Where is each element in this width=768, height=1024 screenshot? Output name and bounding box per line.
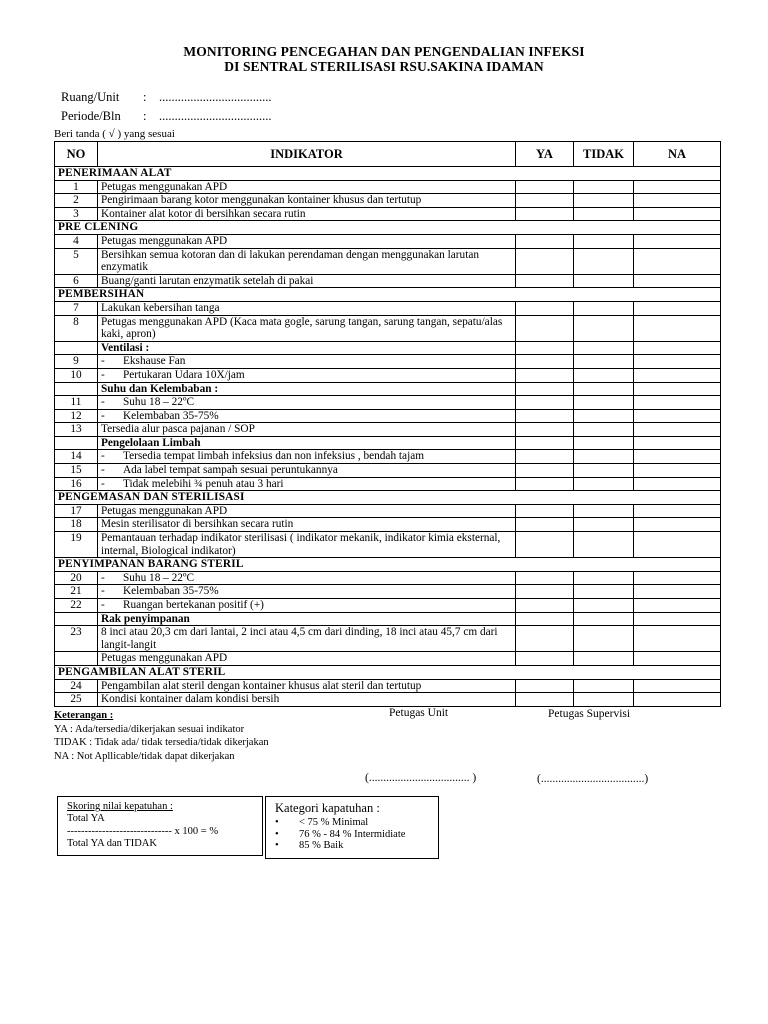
table-row [55,450,721,464]
row-number: 25 [55,693,98,707]
check-cell-na[interactable] [634,436,721,450]
check-cell-ya[interactable] [516,368,574,382]
header-indikator: INDIKATOR [98,142,516,167]
check-cell-na[interactable] [634,532,721,558]
indikator-text: Pemantauan terhadap indikator sterilisasi ( indikator mekanik, indikator kimia eksternal, internal, Biological indikator) [101,532,501,557]
table-row [55,679,721,693]
indikator-cell [98,396,516,410]
indikator-text: Kelembaban 35-75% [123,409,219,422]
kategori-title: Kategori kapatuhan : [275,801,380,815]
check-cell-tidak[interactable] [574,396,634,410]
check-cell-na[interactable] [634,679,721,693]
check-cell-ya[interactable] [516,679,574,693]
check-cell-ya[interactable] [516,477,574,491]
check-cell-ya[interactable] [516,693,574,707]
table-row [55,626,721,652]
check-cell-na[interactable] [634,450,721,464]
indikator-text: Petugas menggunakan APD (Kaca mata gogle, sarung tangan, sarung tangan, sepatu/alas kaki, apron) [101,315,503,341]
indikator-text: Petugas menggunakan APD [101,652,228,665]
check-cell-ya[interactable] [516,301,574,315]
check-cell-na[interactable] [634,652,721,666]
indikator-text: 8 inci atau 20,3 cm dari lantai, 2 inci atau 4,5 cm dari dinding, 18 inci atau 45,7 cm dari langit-langit [101,626,498,651]
section-title: PRE CLENING [55,221,721,235]
indikator-cell [98,585,516,599]
scoring-formula: ------------------------------ x 100 = % [67,825,219,837]
check-cell-tidak[interactable] [574,450,634,464]
indikator-cell [98,477,516,491]
section-row [55,288,721,302]
check-cell-na[interactable] [634,368,721,382]
periode-label: Periode/Bln [61,109,121,123]
dash-marker: - [101,599,105,611]
check-cell-na[interactable] [634,194,721,208]
indikator-cell [98,599,516,613]
indikator-cell [98,626,516,652]
row-number: 19 [55,532,98,558]
check-cell-na[interactable] [634,693,721,707]
check-cell-ya[interactable] [516,396,574,410]
row-number [55,436,98,450]
check-cell-tidak[interactable] [574,518,634,532]
section-row [55,558,721,572]
row-number: 24 [55,679,98,693]
row-number: 5 [55,248,98,274]
indikator-text: Tersedia alur pasca pajanan / SOP [101,423,255,436]
indikator-text: Petugas menggunakan APD [101,504,228,517]
kategori-intermidiate: 76 % - 84 % Intermidiate [299,828,406,840]
form-title-line2: DI SENTRAL STERILISASI RSU.SAKINA IDAMAN [224,59,544,74]
row-number: 16 [55,477,98,491]
dash-marker: - [101,409,105,422]
indikator-cell [98,450,516,464]
indikator-text: Petugas menggunakan APD [101,180,228,193]
keterangan-tidak: TIDAK : Tidak ada/ tidak tersedia/tidak dikerjakan [54,737,269,748]
row-number: 12 [55,409,98,423]
table-row [55,396,721,410]
petugas-unit-label: Petugas Unit [389,707,449,719]
check-cell-tidak[interactable] [574,248,634,274]
subheading-text: Pengelolaan Limbah [101,436,201,449]
check-cell-tidak[interactable] [574,234,634,248]
row-number [55,612,98,626]
petugas-unit-signature-line[interactable]: (................................... ) [365,772,477,784]
subheading-text: Rak penyimpanan [101,612,190,625]
keterangan-na: NA : Not Apllicable/tidak dapat dikerjakan [54,750,235,762]
check-cell-tidak[interactable] [574,532,634,558]
section-title: PEMBERSIHAN [55,288,721,302]
check-cell-na[interactable] [634,464,721,478]
check-cell-ya[interactable] [516,355,574,369]
scoring-title: Skoring nilai kepatuhan : [67,801,173,812]
indikator-cell [98,355,516,369]
check-cell-ya[interactable] [516,599,574,613]
check-cell-ya[interactable] [516,274,574,288]
check-cell-tidak[interactable] [574,612,634,626]
check-cell-ya[interactable] [516,571,574,585]
indikator-text: Tidak melebihi ¾ penuh atau 3 hari [123,477,284,490]
ruang-unit-row [61,90,272,105]
check-cell-ya[interactable] [516,436,574,450]
dash-marker: - [101,585,105,598]
indikator-cell [98,504,516,518]
row-number: 6 [55,274,98,288]
check-cell-ya[interactable] [516,612,574,626]
kategori-box [265,796,439,859]
check-cell-ya[interactable] [516,423,574,437]
indikator-cell [98,274,516,288]
indikator-cell [98,409,516,423]
check-cell-tidak[interactable] [574,341,634,355]
check-cell-na[interactable] [634,301,721,315]
indikator-text: Suhu 18 – 22ºC [123,571,194,584]
indikator-text: Kelembaban 35-75% [123,585,219,598]
check-cell-tidak[interactable] [574,652,634,666]
row-number [55,382,98,396]
dash-marker: - [101,571,105,584]
table-row [55,234,721,248]
indikator-cell [98,301,516,315]
bullet-icon: • [275,817,279,828]
section-row [55,221,721,235]
check-cell-ya[interactable] [516,382,574,396]
row-number: 15 [55,464,98,478]
table-row [55,585,721,599]
check-cell-tidak[interactable] [574,368,634,382]
indikator-cell [98,436,516,450]
check-cell-tidak[interactable] [574,382,634,396]
check-cell-tidak[interactable] [574,693,634,707]
indikator-text: Tersedia tempat limbah infeksius dan non infeksius , bendah tajam [123,450,425,463]
ruang-unit-field[interactable]: .................................... [159,90,272,104]
table-row [55,477,721,491]
indikator-cell [98,693,516,707]
indikator-text: Suhu 18 – 22ºC [123,396,194,409]
table-row [55,194,721,208]
kategori-minimal: < 75 % Minimal [299,817,369,828]
table-row [55,504,721,518]
check-cell-na[interactable] [634,207,721,221]
indikator-cell [98,180,516,194]
check-cell-tidak[interactable] [574,571,634,585]
indikator-text: Ada label tempat sampah sesuai peruntukannya [123,464,338,477]
check-cell-tidak[interactable] [574,679,634,693]
subheading-row [55,382,721,396]
indikator-text: Pengirimaan barang kotor menggunakan kontainer khusus dan tertutup [101,194,422,207]
row-number: 2 [55,194,98,208]
row-number: 17 [55,504,98,518]
dash-marker: - [101,464,105,477]
row-number: 13 [55,423,98,437]
subheading-text: Ventilasi : [101,341,150,354]
table-row [55,248,721,274]
check-cell-tidak[interactable] [574,207,634,221]
row-number: 4 [55,234,98,248]
ruang-unit-colon: : [143,90,147,104]
indikator-cell [98,652,516,666]
table-row [55,274,721,288]
table-row [55,355,721,369]
check-cell-ya[interactable] [516,207,574,221]
check-cell-na[interactable] [634,612,721,626]
table-row [55,423,721,437]
keterangan-ya: YA : Ada/tersedia/dikerjakan sesuai indikator [54,723,245,735]
check-cell-na[interactable] [634,626,721,652]
indikator-cell [98,518,516,532]
indikator-text: Ekshause Fan [123,355,186,368]
scoring-box [57,796,263,856]
section-title: PENERIMAAN ALAT [55,167,721,181]
keterangan-block [54,709,269,763]
kategori-baik: 85 % Baik [299,840,344,851]
table-row [55,532,721,558]
check-cell-na[interactable] [634,248,721,274]
periode-row [61,109,272,124]
dash-marker: - [101,450,105,463]
check-cell-tidak[interactable] [574,180,634,194]
check-cell-na[interactable] [634,355,721,369]
kategori-item [275,840,438,852]
indikator-cell [98,679,516,693]
indikator-cell [98,248,516,274]
bullet-icon: • [275,840,279,851]
check-cell-na[interactable] [634,409,721,423]
row-number [55,652,98,666]
row-number: 22 [55,599,98,613]
table-row [55,368,721,382]
table-row [55,409,721,423]
row-number: 3 [55,207,98,221]
check-cell-na[interactable] [634,234,721,248]
indikator-text: Ruangan bertekanan positif (+) [123,599,264,611]
periode-colon: : [143,109,147,123]
indikator-cell [98,532,516,558]
subheading-row [55,436,721,450]
check-cell-na[interactable] [634,571,721,585]
indikator-text: Mesin sterilisator di bersihkan secara rutin [101,518,294,531]
check-cell-ya[interactable] [516,341,574,355]
scoring-denominator: Total YA dan TIDAK [67,837,157,849]
subheading-text: Suhu dan Kelembaban : [101,382,219,395]
indicator-table [54,141,721,707]
check-cell-ya[interactable] [516,532,574,558]
check-cell-tidak[interactable] [574,274,634,288]
section-title: PENGAMBILAN ALAT STERIL [55,665,721,679]
check-cell-tidak[interactable] [574,301,634,315]
periode-field[interactable]: .................................... [159,109,272,123]
check-cell-na[interactable] [634,382,721,396]
header-tidak: TIDAK [574,142,634,167]
header-ya: YA [516,142,574,167]
dash-marker: - [101,368,105,381]
check-cell-na[interactable] [634,274,721,288]
row-number: 18 [55,518,98,532]
check-cell-na[interactable] [634,599,721,613]
check-cell-na[interactable] [634,423,721,437]
indikator-text: Lakukan kebersihan tanga [101,301,220,314]
section-row [55,167,721,181]
header-no: NO [55,142,98,167]
table-row [55,301,721,315]
indikator-cell [98,194,516,208]
check-cell-na[interactable] [634,585,721,599]
indikator-cell [98,423,516,437]
check-cell-ya[interactable] [516,194,574,208]
table-row [55,180,721,194]
dash-marker: - [101,355,105,368]
table-row [55,518,721,532]
dash-marker: - [101,396,105,409]
indikator-text: Buang/ganti larutan enzymatik setelah di pakai [101,274,314,287]
row-number: 20 [55,571,98,585]
check-cell-tidak[interactable] [574,626,634,652]
check-cell-ya[interactable] [516,234,574,248]
indikator-cell [98,341,516,355]
section-title: PENGEMASAN DAN STERILISASI [55,491,721,505]
table-row [55,464,721,478]
check-cell-tidak[interactable] [574,355,634,369]
check-cell-ya[interactable] [516,248,574,274]
check-cell-tidak[interactable] [574,315,634,341]
indikator-cell [98,382,516,396]
section-title: PENYIMPANAN BARANG STERIL [55,558,721,572]
ruang-unit-label: Ruang/Unit [61,90,120,104]
row-number: 23 [55,626,98,652]
row-number: 10 [55,368,98,382]
indikator-cell [98,207,516,221]
check-cell-tidak[interactable] [574,436,634,450]
indikator-text: Kondisi kontainer dalam kondisi bersih [101,693,280,706]
keterangan-title: Keterangan : [54,710,114,721]
check-cell-ya[interactable] [516,409,574,423]
table-row [55,207,721,221]
table-row [55,652,721,666]
table-row [55,315,721,341]
check-cell-na[interactable] [634,477,721,491]
check-cell-na[interactable] [634,396,721,410]
table-row [55,599,721,613]
indikator-cell [98,571,516,585]
check-cell-tidak[interactable] [574,409,634,423]
form-title-line1: MONITORING PENCEGAHAN DAN PENGENDALIAN INFEKSI [183,44,585,59]
check-cell-tidak[interactable] [574,585,634,599]
indikator-cell [98,234,516,248]
row-number: 8 [55,315,98,341]
indikator-text: Bersihkan semua kotoran dan di lakukan perendaman dengan menggunakan larutan enzymatik [101,248,480,274]
check-cell-ya[interactable] [516,518,574,532]
table-row [55,571,721,585]
check-cell-na[interactable] [634,518,721,532]
header-na: NA [634,142,721,167]
indikator-cell [98,315,516,341]
check-cell-na[interactable] [634,504,721,518]
check-cell-ya[interactable] [516,585,574,599]
check-cell-tidak[interactable] [574,194,634,208]
row-number: 1 [55,180,98,194]
row-number [55,341,98,355]
subheading-row [55,341,721,355]
subheading-row [55,612,721,626]
check-cell-ya[interactable] [516,450,574,464]
row-number: 9 [55,355,98,369]
check-cell-tidak[interactable] [574,504,634,518]
indikator-text: Pertukaran Udara 10X/jam [123,368,245,381]
check-cell-tidak[interactable] [574,423,634,437]
check-cell-ya[interactable] [516,626,574,652]
indikator-cell [98,368,516,382]
check-cell-na[interactable] [634,341,721,355]
petugas-supervisi-label: Petugas Supervisi [548,708,631,720]
check-cell-ya[interactable] [516,464,574,478]
section-row [55,491,721,505]
indikator-text: Kontainer alat kotor di bersihkan secara rutin [101,207,306,220]
indikator-text: Petugas menggunakan APD [101,234,228,247]
indikator-text: Pengambilan alat steril dengan kontainer khusus alat steril dan tertutup [101,679,422,692]
indikator-cell [98,464,516,478]
row-number: 21 [55,585,98,599]
row-number: 14 [55,450,98,464]
kategori-item [275,817,438,829]
table-row [55,693,721,707]
check-cell-na[interactable] [634,315,721,341]
check-cell-ya[interactable] [516,652,574,666]
check-cell-tidak[interactable] [574,477,634,491]
kategori-item [275,829,438,841]
row-number: 7 [55,301,98,315]
check-cell-ya[interactable] [516,180,574,194]
check-cell-na[interactable] [634,180,721,194]
indikator-cell [98,612,516,626]
bullet-icon: • [275,828,279,840]
check-cell-tidak[interactable] [574,464,634,478]
dash-marker: - [101,477,105,490]
check-cell-ya[interactable] [516,504,574,518]
section-row [55,665,721,679]
check-cell-ya[interactable] [516,315,574,341]
check-cell-tidak[interactable] [574,599,634,613]
indicator-table-body [55,167,721,707]
scoring-numerator: Total YA [67,813,105,825]
instruction-hint: Beri tanda ( √ ) yang sesuai [54,128,175,140]
petugas-supervisi-signature-line[interactable]: (....................................) [537,773,649,785]
row-number: 11 [55,396,98,410]
